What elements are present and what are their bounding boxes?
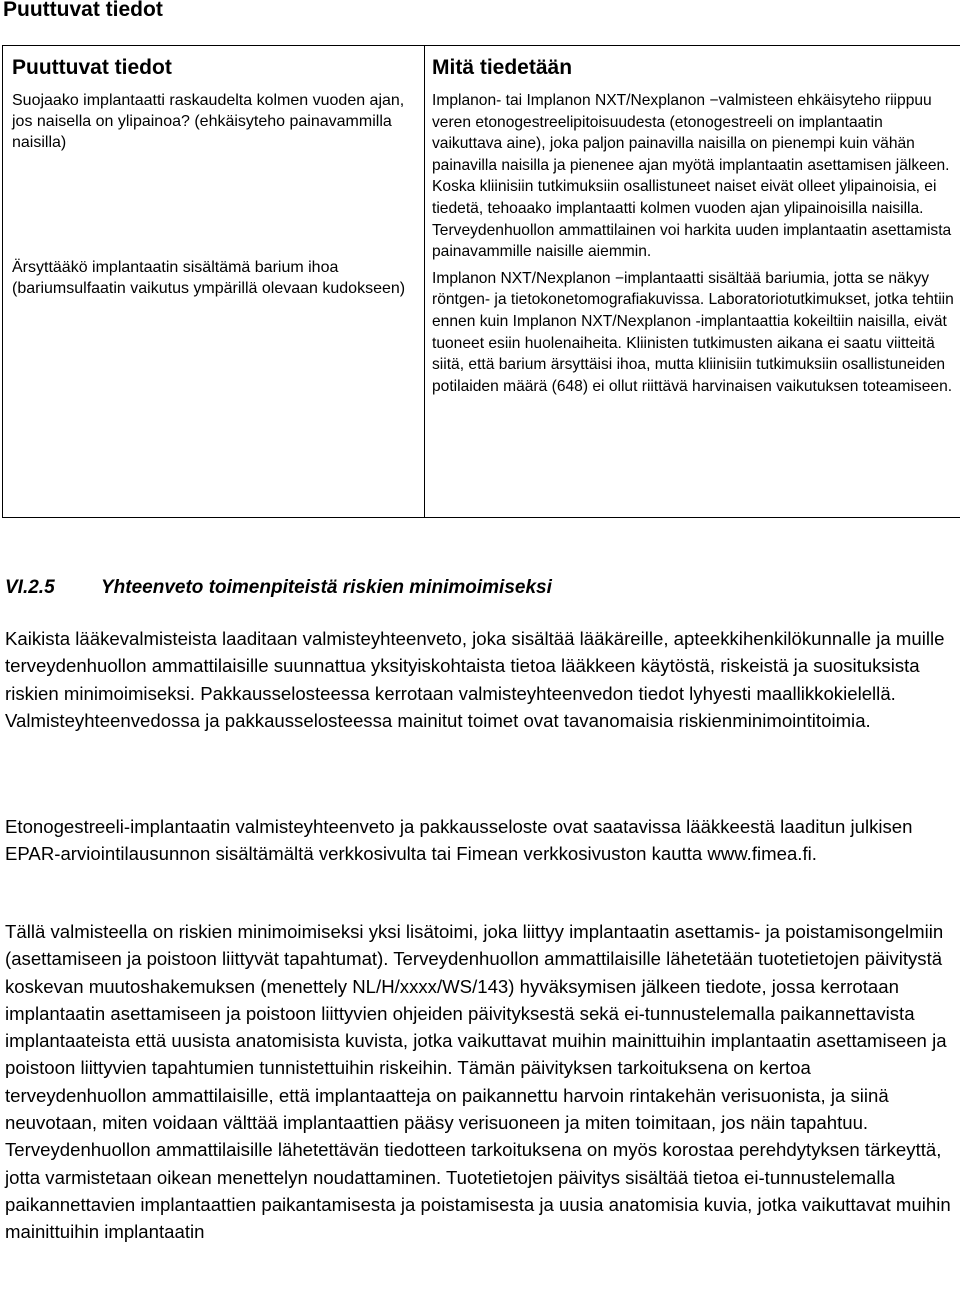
missing-info-item: Ärsyttääkö implantaatin sisältämä barium ihoa (bariumsulfaatin vaikutus ympärillä olevaan kudokseen) (12, 259, 406, 297)
right-column-header: Mitä tiedetään (432, 56, 573, 79)
section-heading (5, 576, 552, 600)
known-info-item: Implanon- tai Implanon NXT/Nexplanon −valmisteen ehkäisyteho riippuu veren etonogestreelipitoisuudesta (etonogestreeli on implantaatin vaikuttava aine), joka paljon painavilla naisilla on pienempi kuin vähän painavilla naisilla ja pienenee ajan myötä implantaatin asettamisen jälkeen. Koska kliinisiin tutkimuksiin osallistuneet naiset eivät olleet ylipainoisia, ei tiedetä, tehoaako implantaatti kolmen vuoden ajan ylipainoisilla naisilla. Terveydenhuollon ammattilainen voi harkita uuden implantaatin asettamista painavammille naisille aiemmin. (432, 92, 952, 261)
known-info-cell (425, 46, 960, 518)
section-number: VI.2.5 (5, 577, 55, 598)
missing-info-cell (3, 46, 425, 518)
table-row (3, 46, 960, 518)
page-heading: Puuttuvat tiedot (3, 0, 163, 21)
missing-info-table (2, 45, 960, 518)
body-paragraph: Tällä valmisteella on riskien minimoimiseksi yksi lisätoimi, joka liittyy implantaatin asettamis- ja poistamisongelmiin (asettamiseen ja poistoon liittyvät tapahtumat). Terveydenhuollon ammattilaisille lähetetään tuotetietojen päivitystä koskevan muutoshakemuksen (menettely NL/H/xxxx/WS/143) hyväksymisen jälkeen tiedote, jossa kerrotaan implantaatin asettamiseen ja poistoon liittyvien ohjeiden päivityksestä sekä ei-tunnustelemalla paikannettavista implantaateista että uusista anatomisista kuvista, jotka vaikuttavat muihin mainittuihin implantaatin asettamiseen ja poistoon liittyvien tapahtumien tunnistettuihin riskeihin. Tämän päivityksen tarkoituksena on kertoa terveydenhuollon ammattilaisille, että implantaatteja on paikannettu harvoin rintakehän verisuonista, ja siinä neuvotaan, miten voidaan välttää implantaattien pääsy verisuoneen ja miten toimitaan, jos näin tapahtuu. Terveydenhuollon ammattilaisille lähetettävän tiedotteen tarkoituksena on myös korostaa perehdytyksen tärkeyttä, jotta varmistetaan oikean menettelyn noudattaminen. Tuotetietojen päivitys sisältää tietoa ei-tunnustelemalla paikannettavien implantaattien paikantamisesta ja poistamisesta ja uusia anatomisia kuvia, jotka vaikuttavat muihin mainittuihin implantaatin (5, 921, 951, 1243)
known-info-item: Implanon NXT/Nexplanon −implantaatti sisältää bariumia, jotta se näkyy röntgen- ja tietokonetomografiakuvissa. Laboratoriotutkimukset, jotka tehtiin ennen kuin Implanon NXT/Nexplanon -implantaattia kokeiltiin naisilla, eivät tuoneet esiin huolenaiheita. Kliinisten tutkimusten aikana ei saatu viitteitä siitä, että barium ärsyttäisi ihoa, mutta kliinisiin tutkimuksiin osallistuneiden potilaiden määrä (648) ei ollut riittävä harvinaisen vaikutuksen toteamiseen. (432, 269, 954, 395)
missing-info-item: Suojaako implantaatti raskaudelta kolmen vuoden ajan, jos naisella on ylipainoa? (ehkäisyteho painavammilla naisilla) (12, 92, 405, 151)
body-paragraph: Etonogestreeli-implantaatin valmisteyhteenveto ja pakkausseloste ovat saatavissa lääkkeestä laaditun julkisen EPAR-arviointilausunnon sisältämältä verkkosivulta tai Fimean verkkosivuston kautta www.fimea.fi. (5, 816, 913, 865)
body-paragraph: Kaikista lääkevalmisteista laaditaan valmisteyhteenveto, joka sisältää lääkäreille, apteekkihenkilökunnalle ja muille terveydenhuollon ammattilaisille suunnattua yksityiskohtaista tietoa lääkkeen käytöstä, riskeistä ja suosituksista riskien minimoimiseksi. Pakkausselosteessa kerrotaan valmisteyhteenvedon tiedot lyhyesti maallikkokielellä. Valmisteyhteenvedossa ja pakkausselosteessa mainitut toimet ovat tavanomaisia riskienminimointitoimia. (5, 628, 945, 731)
section-title: Yhteenveto toimenpiteistä riskien minimoimiseksi (101, 577, 552, 598)
left-column-header: Puuttuvat tiedot (12, 56, 172, 79)
